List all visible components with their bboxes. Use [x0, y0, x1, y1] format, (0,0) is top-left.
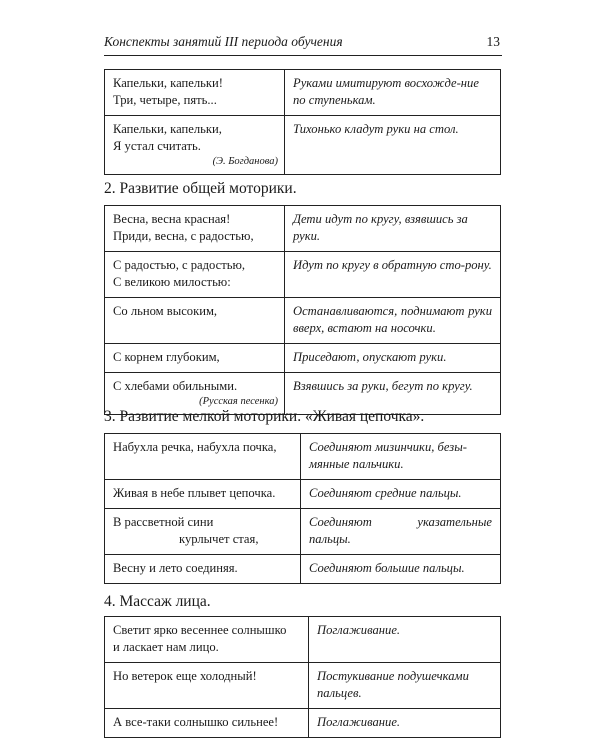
section-title-gross-motor: 2. Развитие общей моторики. — [104, 180, 297, 197]
table-row — [105, 617, 501, 663]
action-cell: Останавливаются, поднимают руки вверх, встают на носочки. — [285, 298, 501, 344]
verse-cell: Светит ярко весеннее солнышко и ласкает нам лицо. — [105, 617, 309, 663]
action-cell: Поглаживание. — [309, 709, 501, 738]
action-cell: Поглаживание. — [309, 617, 501, 663]
section-title-face-massage: 4. Массаж лица. — [104, 593, 211, 610]
action-cell: Соединяют средние пальцы. — [301, 480, 501, 509]
source-attribution: (Э. Богданова) — [212, 156, 278, 167]
action-cell: Приседают, опускают руки. — [285, 344, 501, 373]
source-attribution: (Русская песенка) — [199, 396, 278, 407]
verse-cell: А все-таки солнышко сильнее! — [105, 709, 309, 738]
action-cell: Соединяют указательные пальцы. — [301, 509, 501, 555]
header-rule — [104, 55, 502, 56]
table-row — [105, 206, 501, 252]
action-cell: Соединяют мизинчики, безы-мянные пальчики. — [301, 434, 501, 480]
table-row — [105, 663, 501, 709]
action-cell: Соединяют большие пальцы. — [301, 555, 501, 584]
action-cell: Постукивание подушечками пальцев. — [309, 663, 501, 709]
table-row — [105, 252, 501, 298]
table-row — [105, 434, 501, 480]
table-row — [105, 70, 501, 116]
table-row — [105, 344, 501, 373]
action-cell: Дети идут по кругу, взявшись за руки. — [285, 206, 501, 252]
verse-cell: В рассветной сини курлычет стая, — [105, 509, 301, 555]
table-row — [105, 709, 501, 738]
action-cell: Взявшись за руки, бегут по кругу. — [285, 373, 501, 415]
verse-cell: Со льном высоким, — [105, 298, 285, 344]
table-gross-motor — [104, 205, 501, 415]
verse-cell: С корнем глубоким, — [105, 344, 285, 373]
running-title: Конспекты занятий III периода обучения — [104, 34, 343, 49]
verse-cell: Капельки, капельки! Три, четыре, пять... — [105, 70, 285, 116]
table-row — [105, 555, 501, 584]
table-row — [105, 298, 501, 344]
verse-cell: Живая в небе плывет цепочка. — [105, 480, 301, 509]
table-row — [105, 480, 501, 509]
table-fine-motor — [104, 433, 501, 584]
table-continued — [104, 69, 501, 175]
verse-cell: Набухла речка, набухла почка, — [105, 434, 301, 480]
table-row — [105, 509, 501, 555]
verse-cell: С радостью, с радостью, С великою милостью: — [105, 252, 285, 298]
table-face-massage — [104, 616, 501, 738]
page-number: 13 — [486, 34, 500, 49]
action-cell: Тихонько кладут руки на стол. — [285, 116, 501, 175]
verse-cell: Но ветерок еще холодный! — [105, 663, 309, 709]
verse-cell: Капельки, капельки, Я устал считать. (Э. Богданова) — [105, 116, 285, 175]
verse-cell: С хлебами обильными. (Русская песенка) — [105, 373, 285, 415]
verse-cell: Весну и лето соединяя. — [105, 555, 301, 584]
page-header — [104, 34, 500, 50]
action-cell: Руками имитируют восхожде-ние по ступенькам. — [285, 70, 501, 116]
table-row — [105, 116, 501, 175]
action-cell: Идут по кругу в обратную сто-рону. — [285, 252, 501, 298]
verse-cell: Весна, весна красная! Приди, весна, с радостью, — [105, 206, 285, 252]
section-title-fine-motor: 3. Развитие мелкой моторики. «Живая цепочка». — [104, 408, 425, 425]
